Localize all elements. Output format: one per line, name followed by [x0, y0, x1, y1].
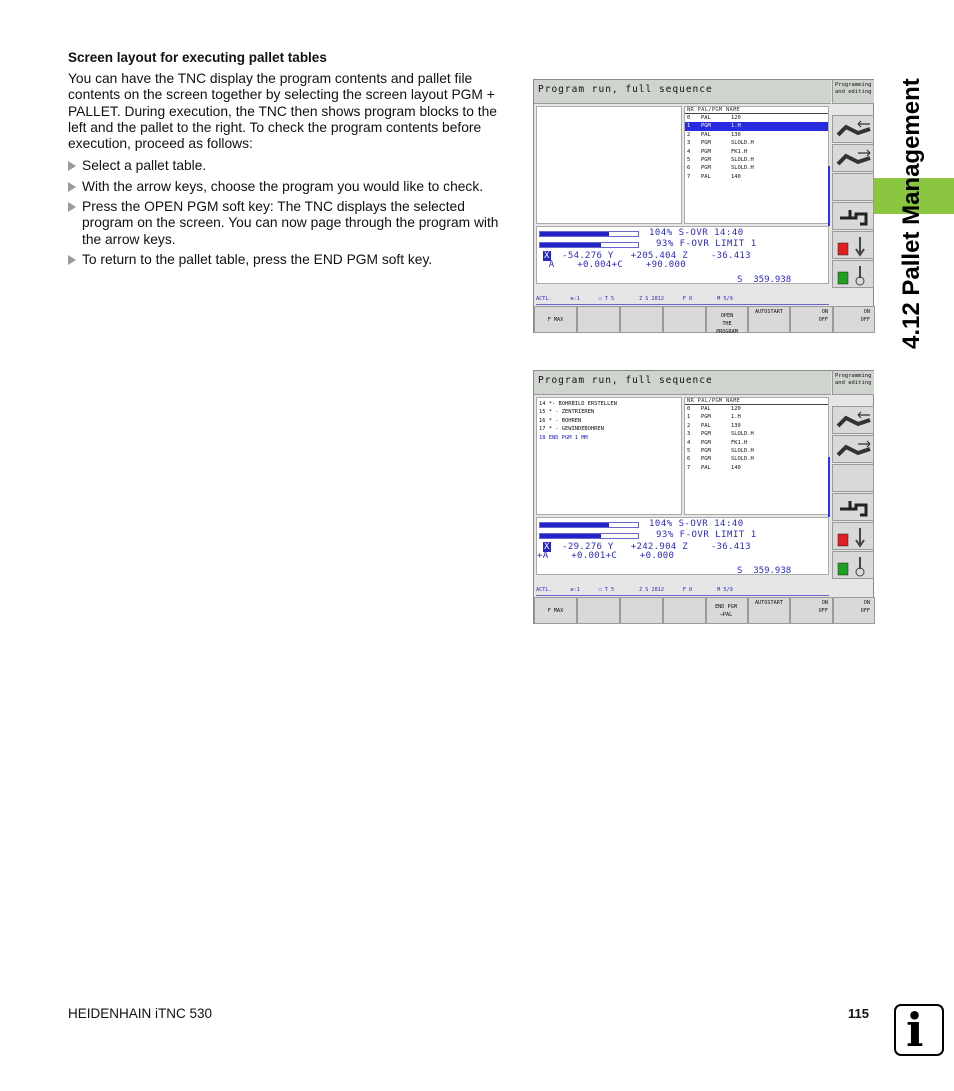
- position-line-1: X -54.276 Y +205.404 Z -36.413: [544, 251, 751, 261]
- pallet-row[interactable]: 2 PAL 130: [687, 131, 741, 138]
- intro-paragraph: You can have the TNC display the program contents and pallet file contents on the screen together by selecting the screen layout PGM + PALLET. During execution, the TNC then shows program blocks to the left and the pallet to the right. To check the program contents before execution, proceed as follows:: [68, 71, 497, 152]
- pallet-row[interactable]: 0 PAL 120: [687, 115, 741, 121]
- spindle-override-text: 104% S-OVR 14:40: [649, 519, 744, 529]
- program-line: 14 *- BOHRBILD ERSTELLEN: [539, 401, 617, 407]
- spindle-speed: S 359.938: [737, 275, 792, 285]
- coolant-icon: [836, 206, 872, 228]
- axis-x-marker: X: [544, 542, 550, 552]
- pallet-row[interactable]: 7 PAL 140: [687, 464, 741, 471]
- status-info-row: ACTL. ⊕:1 ☐ T 5 Z S 2812 F 0 M 5/9: [536, 296, 829, 305]
- status-panel: [536, 226, 829, 284]
- softkey-empty-3[interactable]: [663, 306, 706, 333]
- section-heading: Screen layout for executing pallet tables: [68, 50, 327, 65]
- pallet-header: NR PAL/PGM NAME: [685, 107, 828, 114]
- coolant-icon: [836, 497, 872, 519]
- pallet-row[interactable]: 4 PGM FK1.H: [687, 439, 748, 446]
- vertical-softkey-3[interactable]: [832, 173, 874, 201]
- footer-product: HEIDENHAIN iTNC 530: [68, 1006, 213, 1021]
- info-icon: i: [894, 1004, 944, 1056]
- spindle-speed: S 359.938: [737, 566, 792, 576]
- vertical-softkey-2[interactable]: [832, 435, 874, 463]
- arrow-bullet-icon: [68, 161, 76, 171]
- vertical-softkey-5[interactable]: [832, 231, 874, 259]
- position-line-1: X -29.276 Y +242.904 Z -36.413: [544, 542, 751, 552]
- softkey-f-max[interactable]: F MAX: [534, 597, 577, 624]
- status-panel: [536, 517, 829, 575]
- softkey-toggle-2[interactable]: ON OFF: [833, 597, 875, 624]
- softkey-autostart[interactable]: AUTOSTART: [748, 306, 790, 333]
- screen-title: Program run, full sequence: [538, 84, 713, 95]
- mode-indicator[interactable]: Programming and editing: [832, 371, 874, 395]
- chapter-title: 4.12 Pallet Management: [898, 78, 925, 349]
- pallet-row[interactable]: 1 PGM 1.H: [687, 414, 741, 421]
- pallet-header: NR PAL/PGM NAME: [685, 398, 828, 405]
- pallet-row[interactable]: 6 PGM SLOLD.H: [687, 456, 754, 463]
- step-item: With the arrow keys, choose the program you would like to check.: [68, 179, 513, 195]
- axis-x-marker: X: [544, 251, 550, 261]
- spindle-override-text: 104% S-OVR 14:40: [649, 228, 744, 238]
- program-line: 18 END PGM 1 MM: [539, 434, 588, 441]
- arrow-bullet-icon: [68, 182, 76, 192]
- pallet-row[interactable]: 1 PGM 1.H: [685, 122, 828, 130]
- feed-override-text: 93% F-OVR LIMIT 1: [656, 530, 757, 540]
- softkey-row: [534, 306, 875, 333]
- step-item: Select a pallet table.: [68, 158, 513, 174]
- feed-override-text: 93% F-OVR LIMIT 1: [656, 239, 757, 249]
- arrow-bullet-icon: [68, 202, 76, 212]
- scroll-indicator: [828, 457, 830, 517]
- pallet-row[interactable]: 2 PAL 130: [687, 422, 741, 429]
- status-info-row: ACTL. ⊕:1 ☐ T 5 Z S 2812 F 0 M 5/9: [536, 587, 829, 596]
- feed-override-bar: [539, 533, 639, 539]
- softkey-empty-2[interactable]: [620, 597, 663, 624]
- screen-titlebar: [534, 371, 831, 395]
- softkey-toggle-2[interactable]: ON OFF: [833, 306, 875, 333]
- scroll-indicator: [828, 166, 830, 226]
- tnc-screen-1: [533, 79, 874, 333]
- softkey-toggle-1[interactable]: ON OFF: [790, 306, 833, 333]
- vertical-softkey-4[interactable]: [832, 202, 874, 230]
- softkey-row: [534, 597, 875, 624]
- position-line-2: +A +0.001+C +0.000: [537, 551, 675, 561]
- step-list: [68, 158, 513, 268]
- vertical-softkey-6[interactable]: [832, 260, 874, 288]
- spindle-start-icon: [836, 555, 872, 577]
- softkey-autostart[interactable]: AUTOSTART: [748, 597, 790, 624]
- pallet-panel: [684, 106, 829, 224]
- program-line: 15 * - ZENTRIEREN: [539, 409, 595, 416]
- feed-override-bar: [539, 242, 639, 248]
- pallet-left-icon: [836, 410, 872, 432]
- screen-title: Program run, full sequence: [538, 375, 713, 386]
- softkey-empty-3[interactable]: [663, 597, 706, 624]
- pallet-row[interactable]: 3 PGM SLOLD.H: [687, 431, 754, 438]
- step-item: Press the OPEN PGM soft key: The TNC displays the selected program on the screen. You can now page through the program with the arrow keys.: [68, 199, 513, 248]
- page-number: 115: [848, 1006, 869, 1021]
- program-line: 16 * - BOHREN: [539, 417, 582, 424]
- pallet-right-icon: [836, 148, 872, 170]
- pallet-right-icon: [836, 439, 872, 461]
- softkey-empty-2[interactable]: [620, 306, 663, 333]
- vertical-softkey-6[interactable]: [832, 551, 874, 579]
- spindle-override-bar: [539, 231, 639, 237]
- softkey-open-program[interactable]: OPEN THE PROGRAM: [706, 306, 748, 333]
- program-panel: [536, 106, 682, 224]
- pallet-row[interactable]: 4 PGM FK1.H: [687, 148, 748, 155]
- pallet-left-icon: [836, 119, 872, 141]
- pallet-row[interactable]: 0 PAL 120: [687, 406, 741, 412]
- softkey-end-pgm[interactable]: END PGM →PAL: [706, 597, 748, 624]
- position-line-2: A +0.004+C +90.000: [543, 260, 686, 270]
- spindle-start-icon: [836, 264, 872, 286]
- mode-indicator[interactable]: Programming and editing: [832, 80, 874, 104]
- vertical-softkey-2[interactable]: [832, 144, 874, 172]
- screen-titlebar: [534, 80, 831, 104]
- softkey-f-max[interactable]: F MAX: [534, 306, 577, 333]
- arrow-bullet-icon: [68, 255, 76, 265]
- vertical-softkey-3[interactable]: [832, 464, 874, 492]
- step-item: To return to the pallet table, press the END PGM soft key.: [68, 252, 513, 268]
- spindle-stop-icon: [836, 526, 872, 548]
- program-panel: [536, 397, 682, 515]
- vertical-softkey-5[interactable]: [832, 522, 874, 550]
- pallet-row[interactable]: 5 PGM SLOLD.H: [687, 447, 754, 454]
- spindle-stop-icon: [836, 235, 872, 257]
- softkey-empty-1[interactable]: [577, 306, 620, 333]
- spindle-override-bar: [539, 522, 639, 528]
- vertical-softkeys: [832, 105, 874, 305]
- tnc-screen-2: [533, 370, 874, 624]
- vertical-softkey-1[interactable]: [832, 115, 874, 143]
- softkey-toggle-1[interactable]: ON OFF: [790, 597, 833, 624]
- vertical-softkey-4[interactable]: [832, 493, 874, 521]
- pallet-panel: [684, 397, 829, 515]
- pallet-row[interactable]: 7 PAL 140: [687, 173, 741, 180]
- vertical-softkeys: [832, 396, 874, 596]
- pallet-row[interactable]: 3 PGM SLOLD.H: [687, 140, 754, 147]
- section-text: [68, 50, 513, 272]
- softkey-empty-1[interactable]: [577, 597, 620, 624]
- pallet-row[interactable]: 6 PGM SLOLD.H: [687, 165, 754, 172]
- vertical-softkey-1[interactable]: [832, 406, 874, 434]
- pallet-row[interactable]: 5 PGM SLOLD.H: [687, 156, 754, 163]
- program-line: 17 * - GEWINDEBOHREN: [539, 426, 604, 433]
